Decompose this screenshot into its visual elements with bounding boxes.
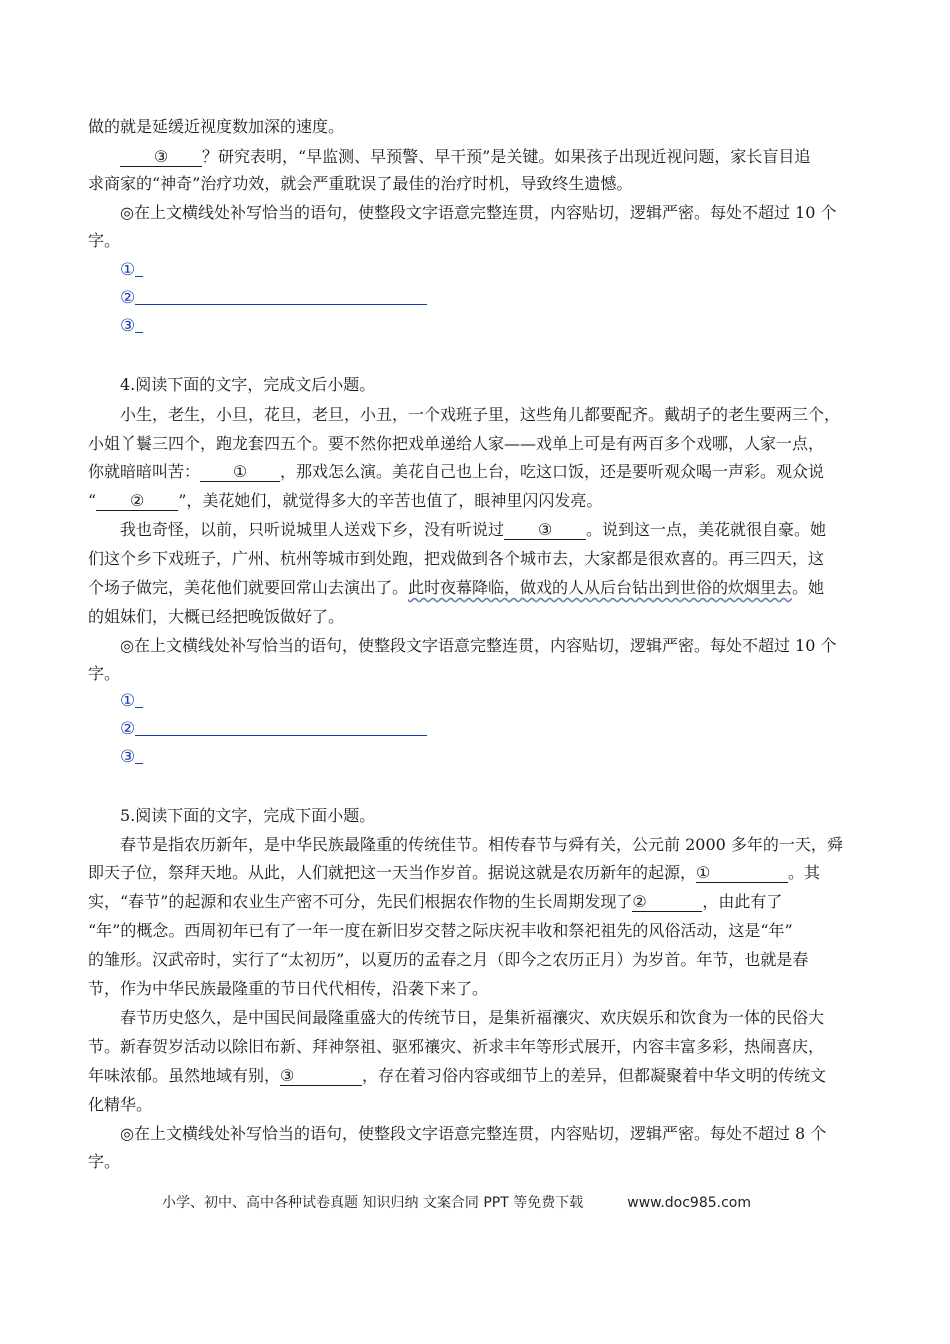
q5-blank-1: ① (696, 864, 788, 883)
q4-paragraph-line: 们这个乡下戏班子，广州、杭州等城市到处跑，把戏做到各个城市去，大家都是很欢喜的。再三四天，这 (88, 549, 825, 568)
q3-answer-1[interactable] (120, 260, 143, 280)
page-footer (162, 1192, 751, 1212)
q5-blank-3: ③ (280, 1067, 362, 1086)
q3-answer-2[interactable] (120, 288, 427, 308)
answer-line (135, 316, 143, 333)
q4-text: “ (88, 491, 97, 510)
q5-text: ，存在着习俗内容或细节上的差异，但都凝聚着中华文明的传统文 (362, 1066, 827, 1085)
answer-line (135, 691, 143, 708)
q5-paragraph-line: “年”的概念。西周初年已有了一年一度在新旧岁交替之际庆祝丰收和祭祀祖先的风俗活动，这是“年” (88, 921, 793, 940)
q5-blank-2: ② (632, 893, 702, 912)
q3-paragraph-line: 求商家的“神奇”治疗功效，就会严重耽误了最佳的治疗时机，导致终生遗憾。 (88, 174, 633, 193)
q4-paragraph-line (88, 578, 824, 598)
q5-text: 即天子位，祭拜天地。从此，人们就把这一天当作岁首。据说这就是农历新年的起源， (88, 863, 697, 882)
q4-paragraph-line (88, 462, 824, 482)
q4-paragraph-line: 小生，老生，小旦，花旦，老旦，小丑，一个戏班子里，这些角儿都要配齐。戴胡子的老生要两三个， (120, 405, 841, 424)
q5-text: 。其 (788, 863, 821, 882)
answer-marker: ① (120, 260, 136, 280)
q5-paragraph-line: 节。新春贺岁活动以除旧布新、拜神祭祖、驱邪禳灾、祈求丰年等形式展开，内容丰富多彩，热闹喜庆， (88, 1037, 825, 1056)
q3-paragraph-line (120, 147, 810, 167)
q4-answer-3[interactable] (120, 747, 143, 767)
q4-paragraph-line: 的姐妹们，大概已经把晚饭做好了。 (88, 607, 345, 626)
q4-blank-2: ② (96, 492, 178, 511)
answer-marker: ③ (120, 316, 136, 336)
q3-blank-3: ③ (120, 148, 202, 167)
q5-paragraph-line (88, 863, 820, 883)
q4-paragraph-line (120, 520, 826, 540)
answer-marker: ① (120, 691, 136, 711)
q3-instruction: ◎在上文横线处补写恰当的语句，使整段文字语意完整连贯，内容贴切，逻辑严密。每处不超过 10 个 (120, 203, 837, 222)
answer-line (135, 747, 143, 764)
q5-heading: 5.阅读下面的文字，完成下面小题。 (120, 806, 376, 825)
q5-paragraph-line (88, 892, 782, 912)
q3-text: ？研究表明，“早监测、早预警、早干预”是关键。如果孩子出现近视问题，家长盲目追 (202, 147, 811, 166)
q3-answer-3[interactable] (120, 316, 143, 336)
q4-paragraph-line (88, 491, 602, 511)
q5-paragraph-line: 化精华。 (88, 1095, 153, 1114)
q5-text: 年味浓郁。虽然地域有别， (88, 1066, 281, 1085)
q3-instruction-cont: 字。 (88, 231, 121, 250)
q4-text: 。说到这一点，美花就很自豪。她 (586, 520, 827, 539)
q4-blank-3: ③ (504, 521, 586, 540)
q4-text: 个场子做完，美花他们就要回常山去演出了。 (88, 578, 409, 597)
answer-marker: ② (120, 288, 136, 308)
q4-wavy-underlined-sentence: 此时夜幕降临，做戏的人从后台钻出到世俗的炊烟里去 (408, 578, 793, 597)
q5-instruction-cont: 字。 (88, 1152, 121, 1171)
q4-heading: 4.阅读下面的文字，完成文后小题。 (120, 375, 376, 394)
q4-answer-2[interactable] (120, 719, 427, 739)
q4-text: 你就暗暗叫苦： (88, 462, 201, 481)
q5-paragraph-line: 的雏形。汉武帝时，实行了“太初历”，以夏历的孟春之月（即今之农历正月）为岁首。年节，也就是春 (88, 950, 809, 969)
footer-url-link[interactable]: www.doc985.com (627, 1195, 751, 1211)
footer-text: 小学、初中、高中各种试卷真题 知识归纳 文案合同 PPT 等免费下载 (162, 1195, 584, 1211)
q4-paragraph-line: 小姐丫鬟三四个，跑龙套四五个。要不然你把戏单递给人家——戏单上可是有两百多个戏哪，人家一点， (88, 434, 825, 453)
q5-paragraph-line: 春节历史悠久，是中国民间最隆重盛大的传统节日，是集祈福禳灾、欢庆娱乐和饮食为一体的民俗大 (120, 1008, 825, 1027)
q5-instruction: ◎在上文横线处补写恰当的语句，使整段文字语意完整连贯，内容贴切，逻辑严密。每处不超过 8 个 (120, 1124, 827, 1143)
q5-paragraph-line: 春节是指农历新年，是中华民族最隆重的传统佳节。相传春节与舜有关，公元前 2000 多年的一天，舜 (120, 835, 843, 854)
answer-line (135, 719, 427, 736)
answer-marker: ③ (120, 747, 136, 767)
answer-marker: ② (120, 719, 136, 739)
q4-instruction: ◎在上文横线处补写恰当的语句，使整段文字语意完整连贯，内容贴切，逻辑严密。每处不超过 10 个 (120, 636, 837, 655)
q4-answer-1[interactable] (120, 691, 143, 711)
answer-line (135, 288, 427, 305)
q4-text: ”，美花她们，就觉得多大的辛苦也值了，眼神里闪闪发亮。 (178, 491, 603, 510)
q5-text: 实，“春节”的起源和农业生产密不可分，先民们根据农作物的生长周期发现了 (88, 892, 633, 911)
q5-paragraph-line: 节，作为中华民族最隆重的节日代代相传，沿袭下来了。 (88, 979, 489, 998)
q5-paragraph-line (88, 1066, 826, 1086)
q5-text: ，由此有了 (702, 892, 783, 911)
q4-blank-1: ① (200, 463, 280, 482)
q4-instruction-cont: 字。 (88, 664, 121, 683)
q4-text: 。她 (792, 578, 825, 597)
answer-line (135, 260, 143, 277)
q3-paragraph-line: 做的就是延缓近视度数加深的速度。 (88, 117, 345, 136)
q4-text: ，那戏怎么演。美花自己也上台，吃这口饭，还是要听观众喝一声彩。观众说 (280, 462, 825, 481)
q4-text: 我也奇怪，以前，只听说城里人送戏下乡，没有听说过 (120, 520, 505, 539)
